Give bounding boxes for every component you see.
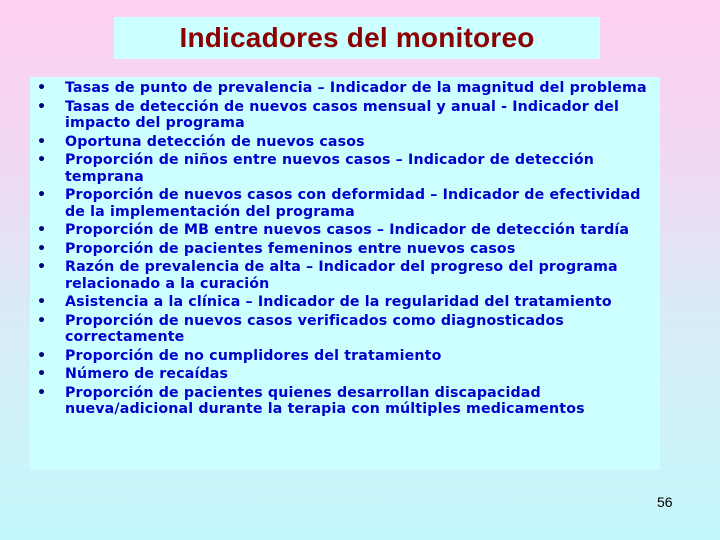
bullet-icon: • [37, 98, 47, 115]
list-item-text: Proporción de pacientes quienes desarrollan discapacidad nueva/adicional durante la terapia con múltiples medicamentos [65, 384, 585, 417]
bullet-list [30, 77, 660, 418]
list-item [30, 294, 654, 311]
list-item [30, 241, 654, 258]
list-item-text: Número de recaídas [65, 366, 229, 382]
list-item-text: Tasas de detección de nuevos casos mensual y anual - Indicador del impacto del programa [65, 98, 620, 131]
bullet-icon: • [37, 187, 47, 203]
list-item-text: Proporción de nuevos casos verificados como diagnosticados correctamente [65, 312, 564, 345]
bullet-icon: • [37, 222, 47, 238]
bullet-icon: • [37, 366, 47, 382]
list-item [30, 259, 654, 292]
list-item [30, 152, 654, 185]
bullet-icon: • [37, 240, 47, 257]
content-box [30, 77, 660, 470]
list-item-text: Oportuna detección de nuevos casos [65, 133, 365, 150]
list-item-text: Razón de prevalencia de alta – Indicador del progreso del programa relacionado a la curación [65, 259, 618, 292]
bullet-icon: • [37, 294, 47, 310]
list-item-text: Asistencia a la clínica – Indicador de la regularidad del tratamiento [65, 294, 612, 310]
list-item [30, 80, 654, 97]
list-item-text: Proporción de nuevos casos con deformidad – Indicador de efectividad de la implementación del programa [65, 187, 641, 220]
list-item [30, 385, 654, 418]
list-item [30, 366, 654, 383]
list-item-text: Proporción de MB entre nuevos casos – Indicador de detección tardía [65, 222, 630, 238]
bullet-icon: • [37, 80, 47, 96]
list-item [30, 222, 654, 239]
list-item [30, 313, 654, 346]
list-item-text: Tasas de punto de prevalencia – Indicador de la magnitud del problema [65, 80, 647, 96]
list-item-text: Proporción de niños entre nuevos casos – Indicador de detección temprana [65, 152, 594, 185]
list-item-text: Proporción de pacientes femeninos entre nuevos casos [65, 240, 516, 257]
page-number: 56 [657, 494, 673, 510]
bullet-icon: • [37, 259, 47, 275]
list-item [30, 187, 654, 220]
list-item [30, 134, 654, 151]
bullet-icon: • [37, 312, 47, 329]
list-item [30, 99, 654, 132]
title-box [114, 17, 600, 59]
bullet-icon: • [37, 384, 47, 401]
list-item-text: Proporción de no cumplidores del tratamiento [65, 347, 442, 364]
list-item [30, 348, 654, 365]
slide-title: Indicadores del monitoreo [179, 22, 535, 53]
bullet-icon: • [37, 133, 47, 150]
bullet-icon: • [37, 152, 47, 168]
bullet-icon: • [37, 347, 47, 364]
